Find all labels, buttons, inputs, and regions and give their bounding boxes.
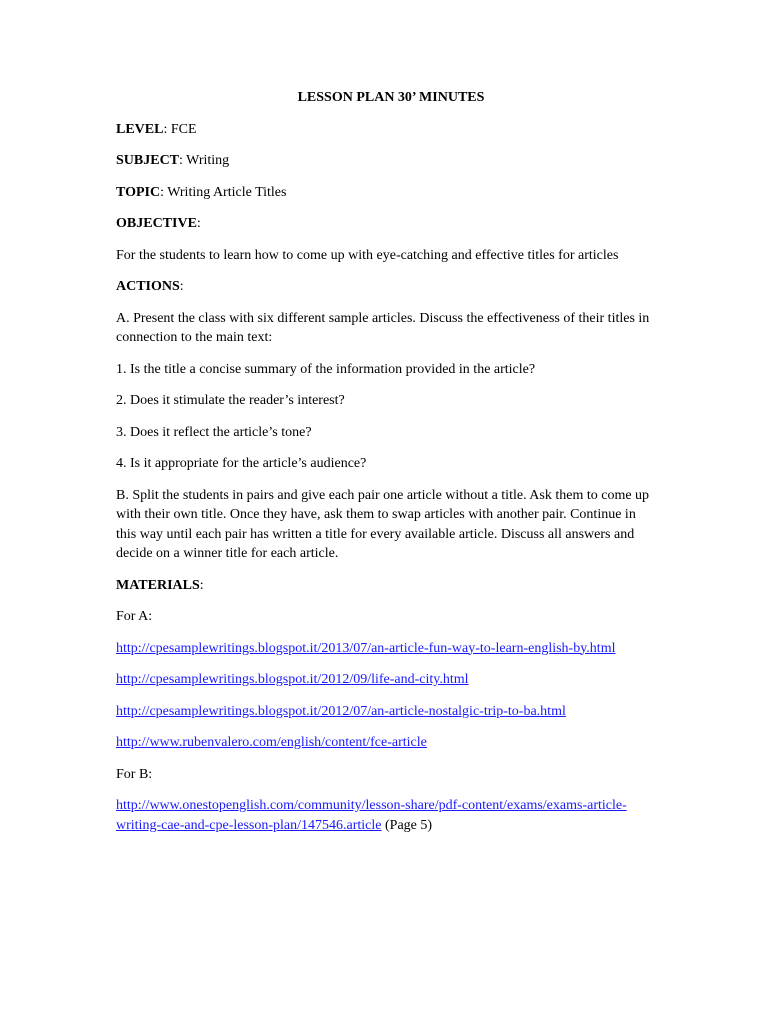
- topic-line: TOPIC: Writing Article Titles: [116, 184, 287, 200]
- material-link-a3[interactable]: http://cpesamplewritings.blogspot.it/2012/07/an-article-nostalgic-trip-to-ba.html: [116, 703, 566, 719]
- materials-label: MATERIALS: [116, 577, 200, 593]
- objective-heading: OBJECTIVE:: [116, 216, 201, 231]
- materials-heading: MATERIALS:: [116, 577, 204, 593]
- subject-value: Writing: [186, 153, 230, 168]
- material-link-a4[interactable]: http://www.rubenvalero.com/english/content/fce-article: [116, 735, 427, 750]
- question-item: 3. Does it reflect the article’s tone?: [116, 424, 312, 440]
- for-b-label: For B:: [116, 766, 153, 782]
- material-link-a1[interactable]: http://cpesamplewritings.blogspot.it/2013/07/an-article-fun-way-to-learn-english-by.html: [116, 640, 616, 656]
- question-item: 2. Does it stimulate the reader’s interest?: [116, 393, 345, 408]
- material-link-b1[interactable]: http://www.onestopenglish.com/community/lesson-share/pdf-content/exams/exams-article-writing-cae-and-cpe-lesson-plan/147546.article: [116, 798, 627, 833]
- document-page: [116, 88, 656, 847]
- material-link-row: [116, 796, 656, 835]
- topic-value: Writing Article Titles: [167, 184, 287, 200]
- material-link-row: [116, 670, 656, 690]
- actions-paragraph-b: B. Split the students in pairs and give each pair one article without a title. Ask them to come up with their own title. Once they have, ask them to swap articles with another pair. Continue in this way until each pair has written a title for every available article. Discuss all answers and decide on a winner title for each article.: [116, 487, 650, 561]
- material-link-a2[interactable]: http://cpesamplewritings.blogspot.it/2012/09/life-and-city.html: [116, 672, 469, 687]
- question-item: 4. Is it appropriate for the article’s audience?: [116, 456, 367, 471]
- subject-line: SUBJECT: Writing: [116, 153, 230, 168]
- objective-label: OBJECTIVE: [116, 216, 197, 231]
- topic-label: TOPIC: [116, 184, 161, 200]
- level-label: LEVEL: [116, 121, 164, 137]
- material-link-row: [116, 702, 656, 722]
- question-item: 1. Is the title a concise summary of the information provided in the article?: [116, 361, 536, 377]
- level-line: LEVEL: FCE: [116, 121, 197, 137]
- material-link-row: [116, 639, 656, 659]
- link-b-note: (Page 5): [385, 817, 433, 833]
- level-value: FCE: [170, 121, 197, 137]
- material-link-row: [116, 733, 656, 753]
- actions-paragraph-a: A. Present the class with six different sample articles. Discuss the effectiveness of their titles in connection to the main text:: [116, 310, 650, 345]
- for-a-label: For A:: [116, 609, 153, 624]
- subject-label: SUBJECT: [116, 153, 180, 168]
- actions-label: ACTIONS: [116, 279, 180, 294]
- actions-heading: ACTIONS:: [116, 279, 184, 294]
- page-title: LESSON PLAN 30’ MINUTES: [297, 90, 485, 105]
- objective-text: For the students to learn how to come up with eye-catching and effective titles for articles: [116, 247, 619, 263]
